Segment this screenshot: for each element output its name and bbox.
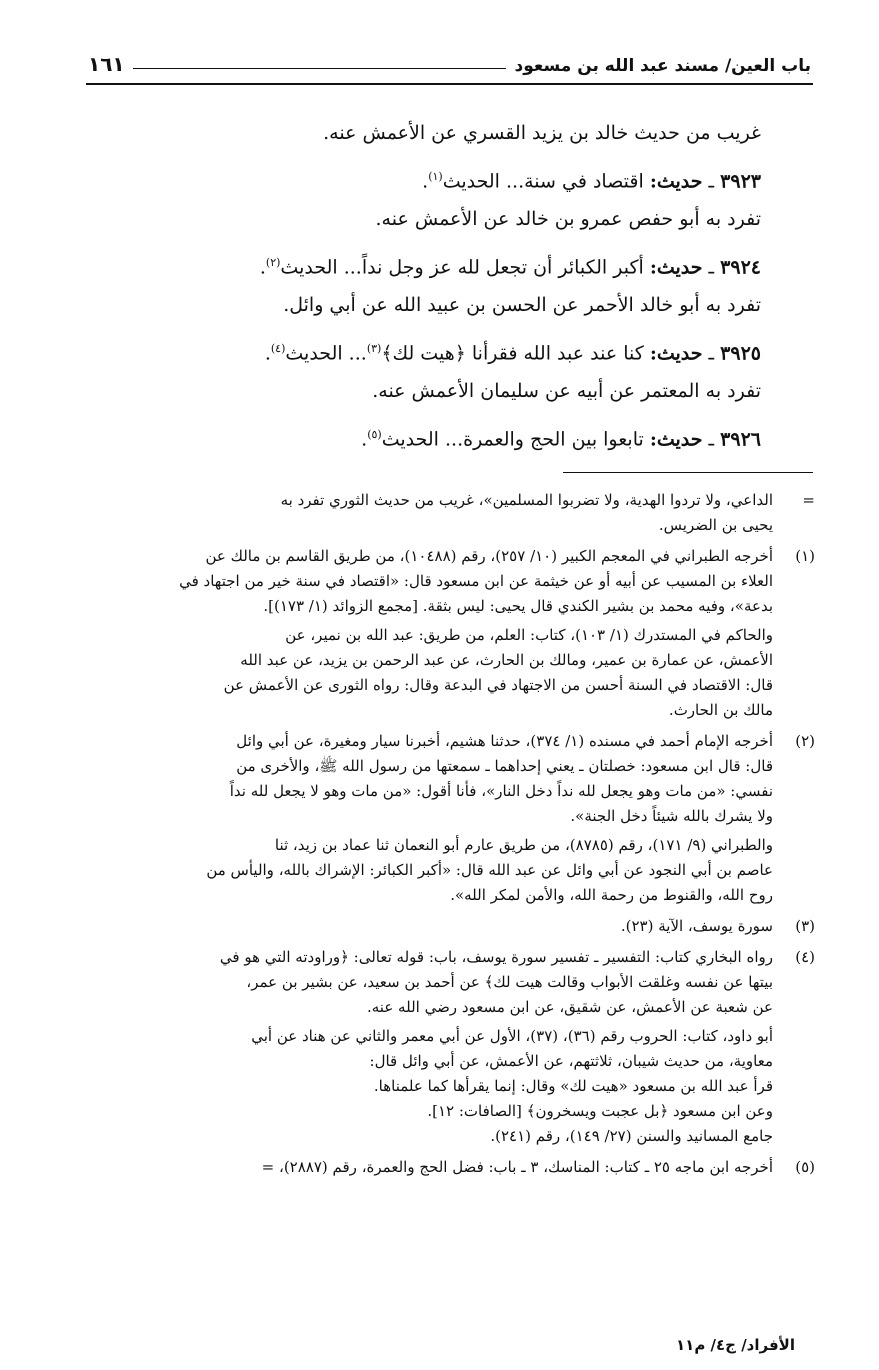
line-end: . bbox=[264, 342, 271, 365]
hadith-text: تابعوا بين الحج والعمرة... الحديث bbox=[381, 428, 644, 451]
footnote bbox=[88, 544, 815, 723]
footnote-line: والحاكم في المستدرك (١/ ١٠٣)، كتاب: العلم، من طريق: عبد الله بن نمير، عن bbox=[285, 626, 773, 644]
footnote-line: مالك بن الحارث. bbox=[668, 701, 773, 719]
footnote-separator bbox=[563, 472, 813, 473]
footnote-ref: (٢) bbox=[265, 256, 281, 269]
hadith-number: ٣٩٢٥ bbox=[720, 342, 761, 365]
hadith-entry: ٣٩٢٣ ـ حديث: اقتصاد في سنة... الحديث$^{(١)}$. bbox=[422, 170, 761, 193]
footnote-line: قال: قال ابن مسعود: خصلتان ـ يعني إحداهما ـ سمعتها من رسول الله ﷺ، والأخرى من bbox=[236, 757, 773, 775]
hadith-text: كنا عند عبد الله فقرأنا ﴿هيت لك﴾ bbox=[381, 342, 644, 365]
header-leader-line bbox=[133, 68, 507, 69]
hadith-entry: ٣٩٢٤ ـ حديث: أكبر الكبائر أن تجعل لله عز وجل نداً... الحديث$^{(٢)}$. bbox=[259, 256, 761, 279]
footnote-ref: (٥) bbox=[367, 428, 382, 441]
footnote-line: والطبراني (٩/ ١٧١)، رقم (٨٧٨٥)، من طريق عارم أبو النعمان ثنا عماد بن زيد، ثنا bbox=[274, 836, 773, 854]
footnote-mark: (٣) bbox=[795, 917, 815, 935]
hadith-number: ٣٩٢٤ bbox=[720, 256, 761, 279]
footnote-line: الأعمش، عن عمارة بن عمير، ومالك بن الحارث، عن عبد الرحمن بن يزيد، عن عبد الله bbox=[240, 651, 773, 669]
line-end: . bbox=[361, 428, 368, 451]
footnote-line: قال: الاقتصاد في السنة أحسن من الاجتهاد في البدعة وقال: رواه الثورى عن الأعمش عن bbox=[223, 676, 773, 694]
hadith-number: ٣٩٢٣ bbox=[720, 170, 761, 193]
footnote bbox=[88, 1155, 815, 1180]
footnote-line: روح الله، والقنوط من رحمة الله، والأمن لمكر الله». bbox=[450, 886, 773, 904]
main-text bbox=[120, 112, 761, 456]
header-rule bbox=[86, 83, 813, 85]
footnote-line: عن شعبة عن الأعمش، عن شقيق، عن ابن مسعود رضي الله عنه. bbox=[367, 998, 773, 1016]
footnote-line: عاصم بن أبي النجود عن أبي وائل عن عبد الله قال: «أكبر الكبائر: الإشراك بالله، واليأس من bbox=[206, 861, 773, 879]
footnote-line: العلاء بن المسيب عن أبيه أو عن خيثمة عن ابن مسعود قال: «اقتصاد في سنة خير من اجتهاد في bbox=[179, 572, 773, 590]
hadith-entry: ٣٩٢٦ ـ حديث: تابعوا بين الحج والعمرة... الحديث$^{(٥)}$. bbox=[361, 428, 761, 451]
footnote-line: معاوية، من حديث شيبان، ثلاثتهم، عن الأعمش، عن أبي وائل قال: bbox=[369, 1052, 773, 1070]
note-body bbox=[88, 1155, 773, 1180]
footnote-line: أخرجه ابن ماجه ٢٥ ـ كتاب: المناسك، ٣ ـ باب: فضل الحج والعمرة، رقم (٢٨٨٧)، = bbox=[261, 1158, 773, 1176]
hadith-entry: ٣٩٢٥ ـ حديث: كنا عند عبد الله فقرأنا ﴿هيت لك﴾$^{(٣)}$... الحديث$^{(٤)}$. bbox=[264, 342, 761, 365]
footnote-continuation bbox=[88, 488, 815, 538]
text-line: تفرد به أبو خالد الأحمر عن الحسن بن عبيد الله عن أبي وائل. bbox=[283, 294, 761, 316]
chapter-title: باب العين/ مسند عبد الله بن مسعود bbox=[514, 56, 811, 76]
hadith-keyword: حديث: bbox=[649, 428, 703, 451]
line-end: . bbox=[259, 256, 266, 279]
note-body bbox=[88, 488, 773, 538]
footnotes bbox=[88, 488, 815, 1186]
footnote-line: ولا يشرك بالله شيئاً دخل الجنة». bbox=[570, 807, 773, 825]
footnote-line: سورة يوسف، الآية (٢٣). bbox=[620, 917, 773, 935]
note-body bbox=[88, 914, 773, 939]
footnote-mark: (١) bbox=[795, 547, 815, 565]
footnote-line: قرأ عبد الله بن مسعود «هيت لك» وقال: إنما يقرأها كما علمناها. bbox=[373, 1077, 773, 1095]
footnote-ref: (١) bbox=[428, 170, 443, 183]
continuation-mark: = bbox=[802, 491, 815, 509]
footnote-mark: (٢) bbox=[795, 732, 815, 750]
hadith-number: ٣٩٢٦ bbox=[720, 428, 761, 451]
footnote-line: رواه البخاري كتاب: التفسير ـ تفسير سورة يوسف، باب: قوله تعالى: ﴿وراودته التي هو في bbox=[219, 948, 773, 966]
hadith-keyword: حديث: bbox=[649, 170, 703, 193]
text-line: تفرد به المعتمر عن أبيه عن سليمان الأعمش عنه. bbox=[372, 380, 761, 402]
hadith-text-continued: ... الحديث bbox=[285, 342, 367, 365]
note-body bbox=[88, 544, 773, 723]
footnote-line: أخرجه الإمام أحمد في مسنده (١/ ٣٧٤)، حدثنا هشيم، أخبرنا سيار ومغيرة، عن أبي وائل bbox=[236, 732, 773, 750]
footnote-mark: (٤) bbox=[795, 948, 815, 966]
footnote-line: وعن ابن مسعود ﴿بل عجبت ويسخرون﴾ [الصافات: ١٢]. bbox=[427, 1102, 773, 1120]
footnote-line: أبو داود، كتاب: الحروب رقم (٣٦)، (٣٧)، الأول عن أبي معمر والثاني عن هناد عن أبي bbox=[251, 1027, 773, 1045]
hadith-keyword: حديث: bbox=[649, 342, 703, 365]
footnote bbox=[88, 945, 815, 1149]
footnote-line: جامع المسانيد والسنن (٢٧/ ١٤٩)، رقم (٢٤١). bbox=[490, 1127, 773, 1145]
footnote bbox=[88, 729, 815, 908]
line-end: . bbox=[422, 170, 429, 193]
page-number: ١٦١ bbox=[88, 52, 125, 76]
text-line: غريب من حديث خالد بن يزيد القسري عن الأعمش عنه. bbox=[323, 122, 761, 144]
footnote-ref: (٣) bbox=[366, 342, 382, 355]
hadith-keyword: حديث: bbox=[649, 256, 703, 279]
note-body bbox=[88, 729, 773, 908]
footnote-line: بيتها عن نفسه وغلقت الأبواب وقالت هيت لك﴾ عن أحمد بن سعيد، عن بشير بن عمر، bbox=[246, 973, 773, 991]
footnote-line: أخرجه الطبراني في المعجم الكبير (١٠/ ٢٥٧)، رقم (١٠٤٨٨)، من طريق القاسم بن مالك عن bbox=[205, 547, 773, 565]
footnote-line: بدعة»، وفيه محمد بن بشير الكندي قال يحيى: ليس بثقة. [مجمع الزوائد (١/ ١٧٣)]. bbox=[263, 597, 773, 615]
text-line: تفرد به أبو حفص عمرو بن خالد عن الأعمش عنه. bbox=[375, 208, 761, 230]
footnote-ref: (٤) bbox=[270, 342, 286, 355]
running-header bbox=[88, 42, 811, 76]
footnote-line: الداعي، ولا تردوا الهدية، ولا تضربوا المسلمين»، غريب من حديث الثوري تفرد به bbox=[280, 491, 773, 509]
footnote-line: نفسي: «من مات وهو يجعل لله نداً دخل النار»، فأنا أقول: «من مات وهو لا يجعل لله نداً bbox=[229, 782, 773, 800]
footnote bbox=[88, 914, 815, 939]
hadith-text: أكبر الكبائر أن تجعل لله عز وجل نداً... الحديث bbox=[280, 256, 644, 279]
printer-signature: الأفراد/ ج٤/ م١١ bbox=[676, 1336, 795, 1354]
footnote-mark: (٥) bbox=[795, 1158, 815, 1176]
note-body bbox=[88, 945, 773, 1149]
footnote-line: يحيى بن الضريس. bbox=[658, 516, 773, 534]
hadith-text: اقتصاد في سنة... الحديث bbox=[442, 170, 644, 193]
